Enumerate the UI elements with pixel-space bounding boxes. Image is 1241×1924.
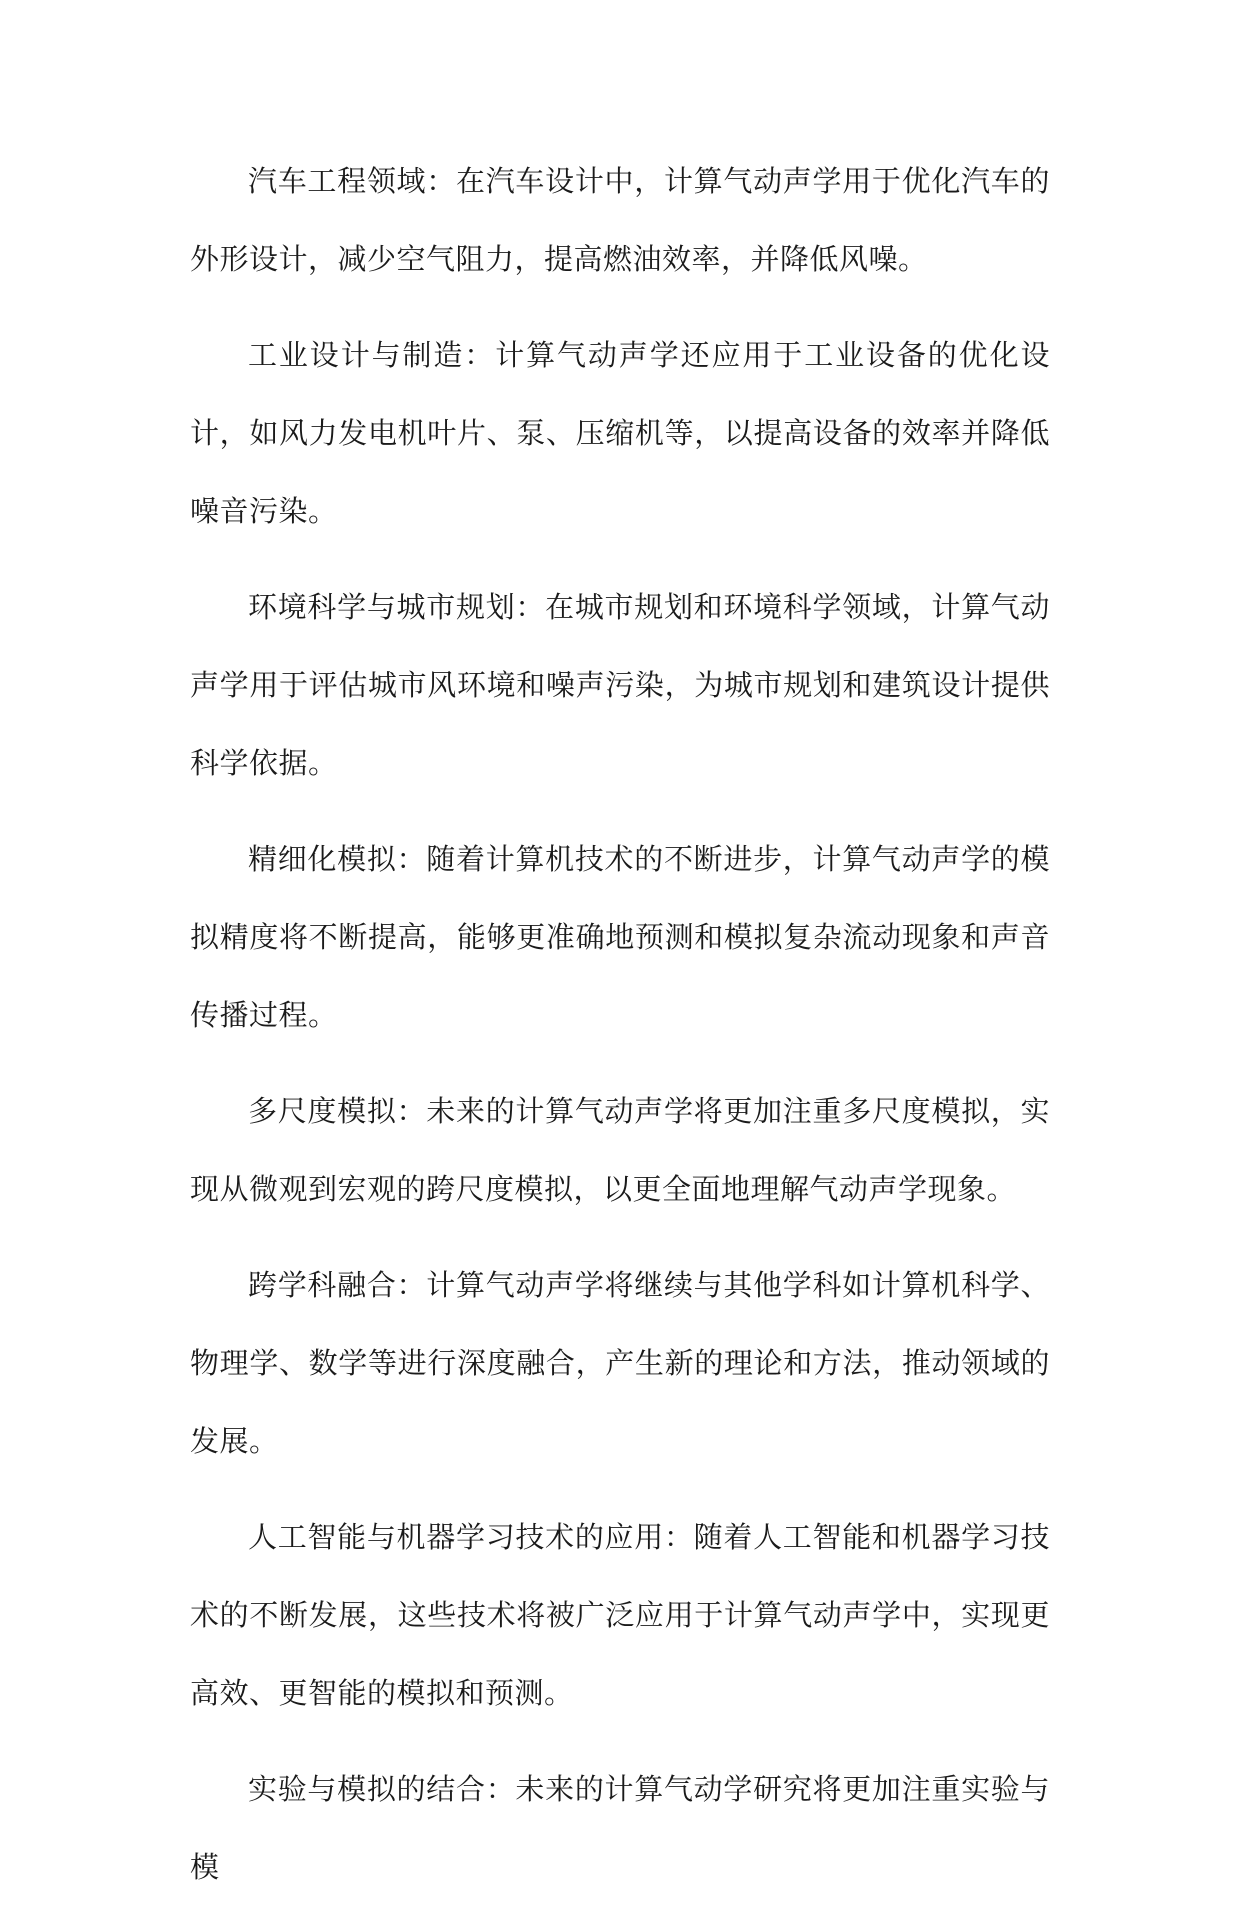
paragraph-automotive: 汽车工程领域：在汽车设计中，计算气动声学用于优化汽车的外形设计，减少空气阻力，提高燃油效率，并降低风噪。 [190,164,1050,276]
paragraph-ai-ml: 人工智能与机器学习技术的应用：随着人工智能和机器学习技术的不断发展，这些技术将被广泛应用于计算气动声学中，实现更高效、更智能的模拟和预测。 [190,1520,1050,1710]
paragraph-experiment-simulation: 实验与模拟的结合：未来的计算气动学研究将更加注重实验与模 [190,1772,1050,1884]
paragraph-fine-simulation: 精细化模拟：随着计算机技术的不断进步，计算气动声学的模拟精度将不断提高，能够更准确地预测和模拟复杂流动现象和声音传播过程。 [190,842,1050,1032]
document-body [190,142,1050,1924]
paragraph-industrial: 工业设计与制造：计算气动声学还应用于工业设备的优化设计，如风力发电机叶片、泵、压缩机等，以提高设备的效率并降低噪音污染。 [190,338,1050,528]
paragraph-interdisciplinary: 跨学科融合：计算气动声学将继续与其他学科如计算机科学、物理学、数学等进行深度融合，产生新的理论和方法，推动领域的发展。 [190,1268,1050,1458]
paragraph-urban-planning: 环境科学与城市规划：在城市规划和环境科学领域，计算气动声学用于评估城市风环境和噪声污染，为城市规划和建筑设计提供科学依据。 [190,590,1050,780]
paragraph-multiscale: 多尺度模拟：未来的计算气动声学将更加注重多尺度模拟，实现从微观到宏观的跨尺度模拟，以更全面地理解气动声学现象。 [190,1094,1050,1206]
